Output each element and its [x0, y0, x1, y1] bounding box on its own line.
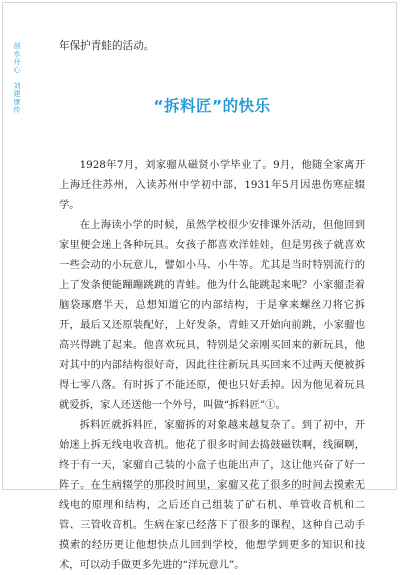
paragraph-3: 拆料匠就拆料匠，家骝拆的对象越来越复杂了。到了初中，开始迷上拆无线电收音机。他花了很多时间去捣鼓磁铁啊，线圈啊，终于有一天，家骝自己装的小盒子也能出声了，这让他兴奋了好一阵子。在生病辍学的那段时间里，家骝又花了很多的时间去摸索无线电的原理和结构，之后还自己组装了矿石机、单管收音机和二管、三管收音机。生病在家已经落下了很多的课程，这种自己动手摸索的经历更让他想快点儿回到学校，他想学到更多的知识和技术，可以动手做更多先进的“洋玩意儿”。 [59, 419, 365, 571]
body-text [59, 155, 365, 575]
running-head-name: 刘建康传 [13, 82, 21, 114]
chapter-title: “拆料匠”的快乐 [153, 97, 271, 115]
paragraph-1: 1928年7月，刘家骝从磁贤小学毕业了。9月，他随全家离开上海迁往苏州，入读苏州中学初中部，1931年5月因患伤寒症辍学。 [59, 159, 365, 211]
running-head [13, 42, 21, 114]
paragraph-2: 在上海读小学的时候，虽然学校很少安排课外活动，但他回到家里便会迷上各种玩具。女孩子都喜欢洋娃娃，但是男孩子就喜欢一些会动的小玩意儿，譬如小马、小牛等。尤其是当时特别流行的上了发条便能蹦蹦跳跳的青蛙。他为什么能跳起来呢？小家骝歪着脑袋琢磨半天，总想知道它的内部结构，于是拿来螺丝刀将它拆开，最后又还原装配好，上好发条，青蛙又开始向前跳，小家骝也高兴得跳了起来。他喜欢玩具，特别是父亲刚买回来的新玩具，他对其中的内部结构很好奇，因此往往新玩具买回来不过两天便被拆得七零八落。有时拆了不能还原，便也只好丢掉。因为他见着玩具就爱拆，家人还送他一个外号，叫做“拆料匠”①。 [59, 219, 365, 411]
running-head-series: 剖水丹心 [13, 42, 21, 74]
continued-text-line: 年保护青蛙的活动。 [59, 40, 155, 52]
